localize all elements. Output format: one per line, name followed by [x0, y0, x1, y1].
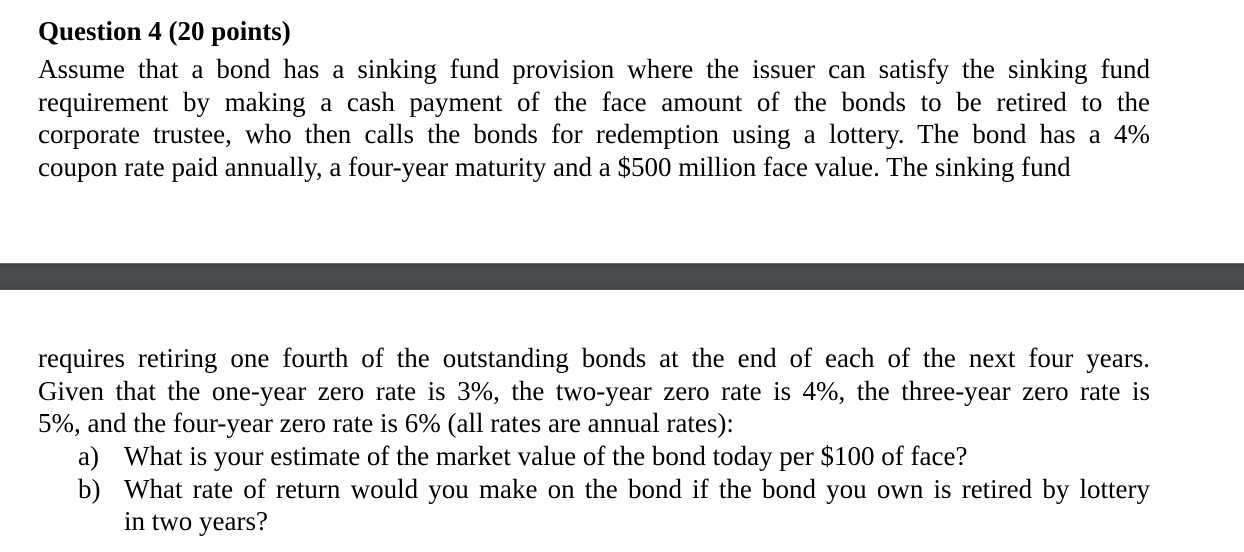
sub-question-marker: b) — [78, 473, 101, 504]
paragraph-1-line: requirement by making a cash payment of the face amount of the bonds to be retired to the — [38, 86, 1150, 117]
paragraph-2-line: Given that the one-year zero rate is 3%, the two-year zero rate is 4%, the three-year zero rate is — [38, 375, 1150, 406]
question-paragraph-1 — [38, 53, 1150, 183]
sub-question-text: What is your estimate of the market value of the bond today per $100 of face? — [124, 441, 968, 471]
sub-question-a — [78, 440, 1150, 473]
paragraph-2-line: requires retiring one fourth of the outstanding bonds at the end of each of the next four years. — [38, 343, 1150, 373]
paragraph-1-line: coupon rate paid annually, a four-year maturity and a $500 million face value. The sinking fund — [38, 151, 1071, 182]
question-title: Question 4 (20 points) — [38, 16, 291, 46]
sub-question-text: in two years? — [124, 506, 268, 536]
paragraph-1-line: Assume that a bond has a sinking fund provision where the issuer can satisfy the sinking fund — [38, 54, 1150, 84]
paragraph-2-line: 5%, and the four-year zero rate is 6% (all rates are annual rates): — [38, 408, 734, 438]
document-page-top — [0, 0, 1244, 262]
sub-question-list — [78, 440, 1150, 538]
page-break-divider — [0, 263, 1244, 290]
paragraph-1-line: corporate trustee, who then calls the bonds for redemption using a lottery. The bond has a 4% — [38, 119, 1150, 149]
sub-question-marker: a) — [78, 441, 99, 471]
question-paragraph-2 — [38, 342, 1150, 440]
sub-question-b — [78, 473, 1150, 538]
sub-question-text: What rate of return would you make on the bond if the bond you own is retired by lottery — [124, 473, 1150, 504]
